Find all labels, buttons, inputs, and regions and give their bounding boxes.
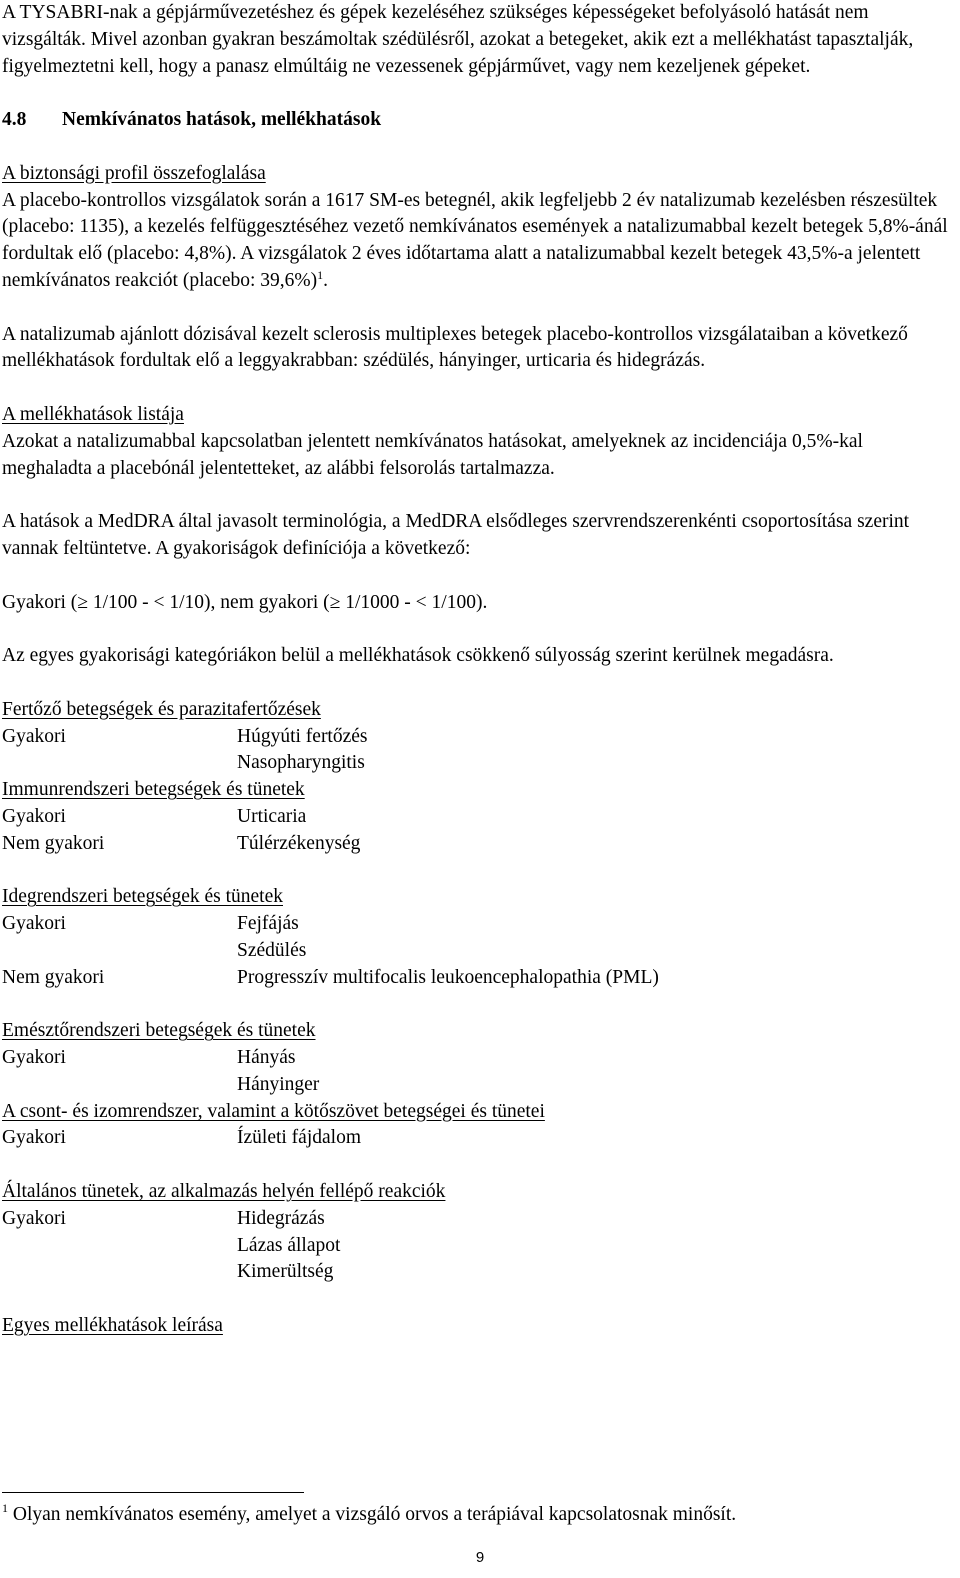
adverse-effect: Nasopharyngitis (237, 752, 365, 774)
adverse-effect: Hányás (237, 1047, 296, 1069)
safety-profile-text: A placebo-kontrollos vizsgálatok során a 1617 SM-es betegnél, akik legfeljebb 2 év natalizumab kezelésben részesültek (placebo: 1135), a kezelés felfüggesztéséhez vezető nemkívánatos események a natalizumabbal kezelt betegek 5,8%-ánál fordultak elő (placebo: 4,8%). A vizsgálatok 2 éves időtartama alatt a natalizumabbal kezelt betegek 43,5%-a jelentett nemkívánatos reakciót (placebo: 39,6%) (2, 189, 948, 291)
frequency-label (2, 1259, 237, 1286)
adverse-effect: Urticaria (237, 805, 307, 827)
section-title: Nemkívánatos hatások, mellékhatások (62, 109, 382, 131)
soc-heading: Általános tünetek, az alkalmazás helyén fellépő reakciók (2, 1181, 446, 1203)
soc-row (2, 831, 956, 858)
soc-heading: Fertőző betegségek és parazitafertőzések (2, 698, 321, 720)
soc-group-general (2, 1179, 956, 1286)
adverse-list-paragraph-1: Azokat a natalizumabbal kapcsolatban jelentett nemkívánatos hatásokat, amelyeknek az incidenciája 0,5%-kal meghaladta a placebónál jelentetteket, az alábbi felsorolás tartalmazza. (2, 430, 863, 479)
adverse-list-paragraph-3: Az egyes gyakorisági kategóriákon belül a mellékhatások csökkenő súlyosság szerint kerülnek megadásra. (2, 645, 834, 667)
soc-row (2, 724, 956, 751)
soc-row (2, 750, 956, 777)
soc-group-musculoskeletal (2, 1099, 956, 1153)
frequency-label: Gyakori (2, 805, 66, 827)
soc-group-nervous (2, 884, 956, 991)
frequency-label: Gyakori (2, 913, 66, 935)
frequency-label: Gyakori (2, 1047, 66, 1069)
soc-group-gastrointestinal (2, 1018, 956, 1098)
frequency-label: Gyakori (2, 1207, 66, 1229)
soc-row (2, 804, 956, 831)
sentence-end: . (323, 269, 329, 291)
intro-paragraph: A TYSABRI-nak a gépjárművezetéshez és gépek kezeléséhez szükséges képességeket befolyásoló hatását nem vizsgálták. Mivel azonban gyakran beszámoltak szédülésről, azokat a betegeket, akik ezt a mellékhatást tapasztalják, figyelmeztetni kell, hogy a panasz elmúltáig ne vezessenek gépjárművet, vagy nem kezeljenek gépeket. (2, 2, 914, 77)
frequency-label: Nem gyakori (2, 966, 105, 988)
spacer (2, 80, 956, 107)
soc-row (2, 1045, 956, 1072)
spacer (2, 563, 956, 590)
frequency-definition: Gyakori (≥ 1/100 - < 1/10), nem gyakori (≥ 1/1000 - < 1/100). (2, 591, 488, 613)
frequency-label: Gyakori (2, 725, 66, 747)
frequency-label (2, 750, 237, 777)
spacer (2, 616, 956, 643)
soc-row (2, 1072, 956, 1099)
frequency-label: Gyakori (2, 1127, 66, 1149)
frequency-label (2, 938, 237, 965)
safety-profile-heading: A biztonsági profil összefoglalása (2, 162, 266, 184)
adverse-effect: Progresszív multifocalis leukoencephalopathia (PML) (237, 966, 659, 988)
footnote-divider (2, 1492, 304, 1493)
adverse-list-heading: A mellékhatások listája (2, 403, 184, 425)
spacer (2, 1286, 956, 1313)
spacer (2, 295, 956, 322)
spacer (2, 482, 956, 509)
spacer (2, 134, 956, 161)
footnote-marker: 1 (2, 1501, 8, 1515)
adverse-effect: Ízületi fájdalom (237, 1127, 361, 1149)
soc-group-immune (2, 777, 956, 857)
spacer (2, 1152, 956, 1179)
soc-row (2, 911, 956, 938)
footnote (2, 1502, 736, 1528)
footnote-reference: 1 (317, 267, 324, 282)
safety-profile-paragraph-1 (2, 188, 956, 295)
frequency-label (2, 1072, 237, 1099)
spacer (2, 670, 956, 697)
frequency-label (2, 1233, 237, 1260)
adverse-effect: Kimerültség (237, 1261, 334, 1283)
section-heading (2, 107, 956, 134)
soc-heading: Idegrendszeri betegségek és tünetek (2, 886, 283, 908)
adverse-effect: Hányinger (237, 1073, 320, 1095)
soc-row (2, 1125, 956, 1152)
safety-profile-paragraph-2: A natalizumab ajánlott dózisával kezelt sclerosis multiplexes betegek placebo-kontrollos vizsgálataiban a következő mellékhatások fordultak elő a leggyakrabban: szédülés, hányinger, urticaria és hidegrázás. (2, 323, 908, 372)
adverse-list-paragraph-2: A hatások a MedDRA által javasolt terminológia, a MedDRA elsődleges szervrendszerenkénti csoportosítása szerint vannak feltüntetve. A gyakoriságok definíciója a következő: (2, 511, 910, 559)
document-page (2, 0, 956, 1340)
adverse-effect: Lázas állapot (237, 1234, 341, 1256)
individual-effects-heading: Egyes mellékhatások leírása (2, 1315, 223, 1337)
soc-heading: Immunrendszeri betegségek és tünetek (2, 779, 305, 801)
soc-row (2, 938, 956, 965)
adverse-effect: Húgyúti fertőzés (237, 725, 368, 747)
soc-row (2, 1233, 956, 1260)
section-number: 4.8 (2, 109, 27, 131)
spacer (2, 991, 956, 1018)
spacer (2, 858, 956, 885)
adverse-effect: Szédülés (237, 939, 307, 961)
soc-heading: Emésztőrendszeri betegségek és tünetek (2, 1020, 316, 1042)
soc-heading: A csont- és izomrendszer, valamint a kötőszövet betegségei és tünetei (2, 1100, 545, 1122)
adverse-effect: Túlérzékenység (237, 832, 361, 854)
footnote-text: Olyan nemkívánatos esemény, amelyet a vizsgáló orvos a terápiával kapcsolatosnak minősít. (12, 1504, 737, 1525)
page-number: 9 (475, 1549, 485, 1566)
adverse-effect: Fejfájás (237, 913, 299, 935)
adverse-effect: Hidegrázás (237, 1207, 325, 1229)
spacer (2, 375, 956, 402)
soc-row (2, 965, 956, 992)
frequency-label: Nem gyakori (2, 832, 105, 854)
soc-row (2, 1206, 956, 1233)
soc-row (2, 1259, 956, 1286)
soc-group-infections (2, 697, 956, 777)
